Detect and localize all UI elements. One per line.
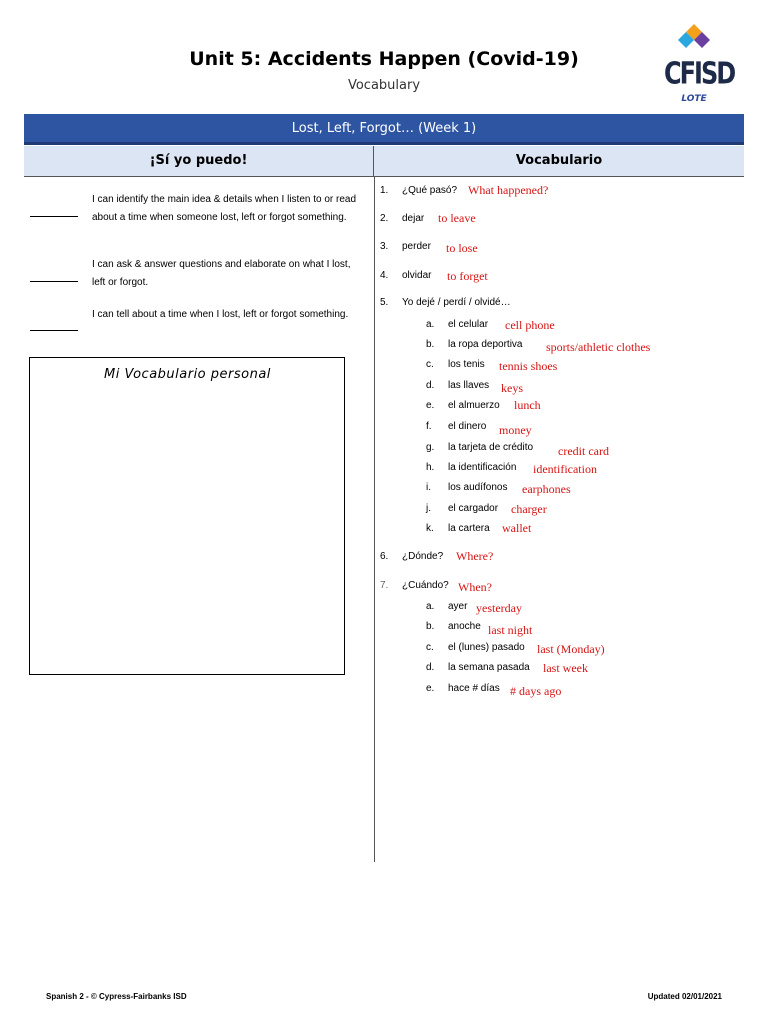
can-do-text: I can ask & answer questions and elaborate on what I lost, left or forgot. <box>92 259 351 288</box>
can-do-text: I can tell about a time when I lost, left or forgot something. <box>92 309 349 320</box>
can-do-item <box>30 256 360 292</box>
week-banner: Lost, Left, Forgot… (Week 1) <box>24 114 744 145</box>
can-do-item <box>30 191 360 227</box>
vocabulary-list: 1. ¿Qué pasó? What happened? 2. dejar to leave 3. perder to lose 4. olvidar to forget 5. Yo dejé / perdí / olvidé… a. el celular cell phone b. la ropa deportiva sports/athletic clothes c. los tenis tennis shoes d. las llaves keys e. el almuerzo lunch f. el dinero money g. la tarjeta de crédito credit card h. la identificación identification i. los audífonos earphones j. el cargador charger k. la cartera wallet 6. ¿Dónde? Where? 7. ¿Cuándo? When? a. ayer yesterday b. anoche last night c. el (lunes) pasado last (Monday) d. la semana pasada last week e. hace # días # days ago <box>380 183 651 698</box>
personal-vocabulary-title: Mi Vocabulario personal <box>104 367 271 382</box>
check-blank[interactable] <box>30 216 78 217</box>
page-title: Unit 5: Accidents Happen (Covid-19) <box>189 48 579 70</box>
footer-copyright: Spanish 2 - © Cypress-Fairbanks ISD <box>46 992 187 1001</box>
can-do-text: I can identify the main idea & details when I listen to or read about a time when someone lost, left or forgot something. <box>92 194 357 223</box>
vocabulario-header: Vocabulario <box>374 146 744 176</box>
footer-updated: Updated 02/01/2021 <box>647 992 722 1001</box>
check-blank[interactable] <box>30 281 78 282</box>
can-do-item <box>30 306 360 324</box>
can-do-header: ¡Sí yo puedo! <box>24 146 374 176</box>
check-blank[interactable] <box>30 330 78 331</box>
column-divider <box>374 176 375 862</box>
page-subtitle: Vocabulary <box>347 78 421 93</box>
logo-subtext: LOTE <box>681 94 707 104</box>
logo-wordmark: CFISD <box>664 56 735 91</box>
personal-vocabulary-box[interactable] <box>29 357 345 675</box>
